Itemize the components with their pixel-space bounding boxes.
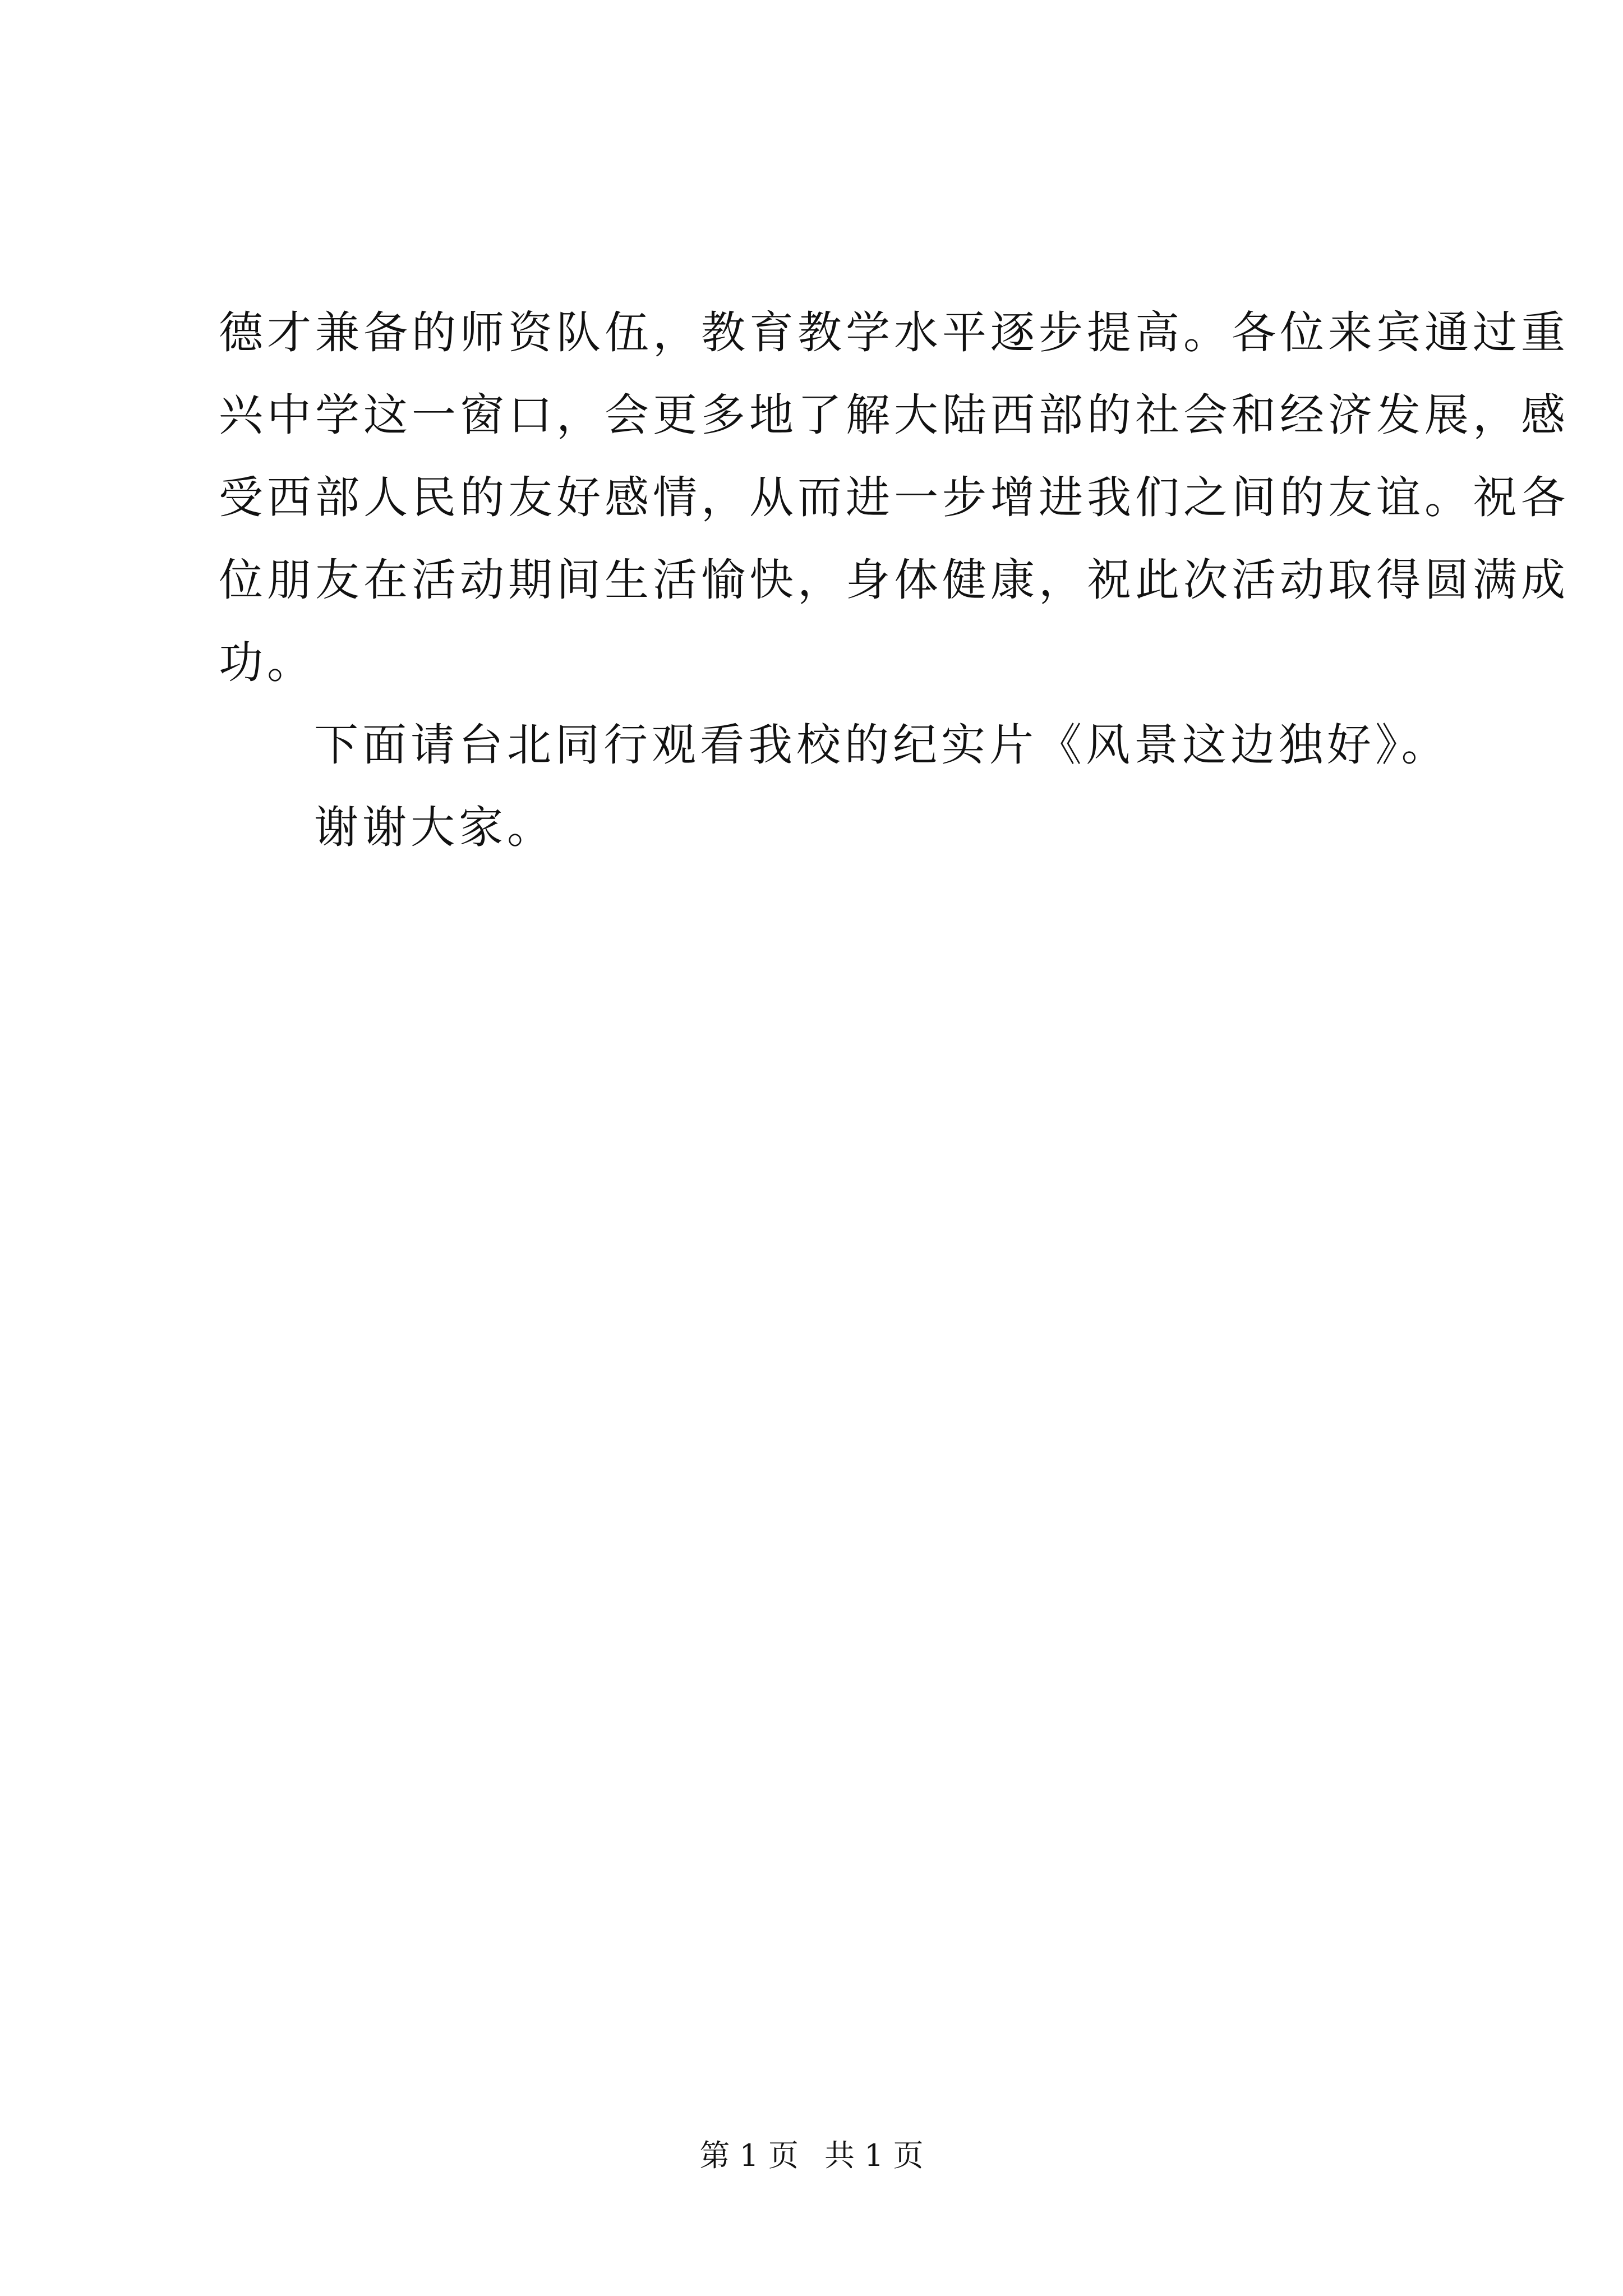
page-number: 第 1 页 [699, 2138, 799, 2173]
paragraph-line-3: 受西部人民的友好感情，从而进一步增进我们之间的友谊。祝各 [219, 472, 1569, 523]
document-body [219, 292, 1569, 869]
total-pages: 共 1 页 [824, 2138, 924, 2173]
paragraph-line-5: 功。 [219, 637, 315, 688]
paragraph-line-2: 兴中学这一窗口，会更多地了解大陆西部的社会和经济发展，感 [219, 389, 1569, 441]
paragraph-line-4: 位朋友在活动期间生活愉快，身体健康，祝此次活动取得圆满成 [219, 554, 1569, 606]
paragraph-line-1: 德才兼备的师资队伍，教育教学水平逐步提高。各位来宾通过重 [219, 307, 1569, 358]
page-footer [0, 2136, 1623, 2175]
documentary-intro-line: 下面请台北同行观看我校的纪实片《风景这边独好》。 [314, 719, 1450, 771]
closing-thanks-line: 谢谢大家。 [314, 802, 555, 853]
